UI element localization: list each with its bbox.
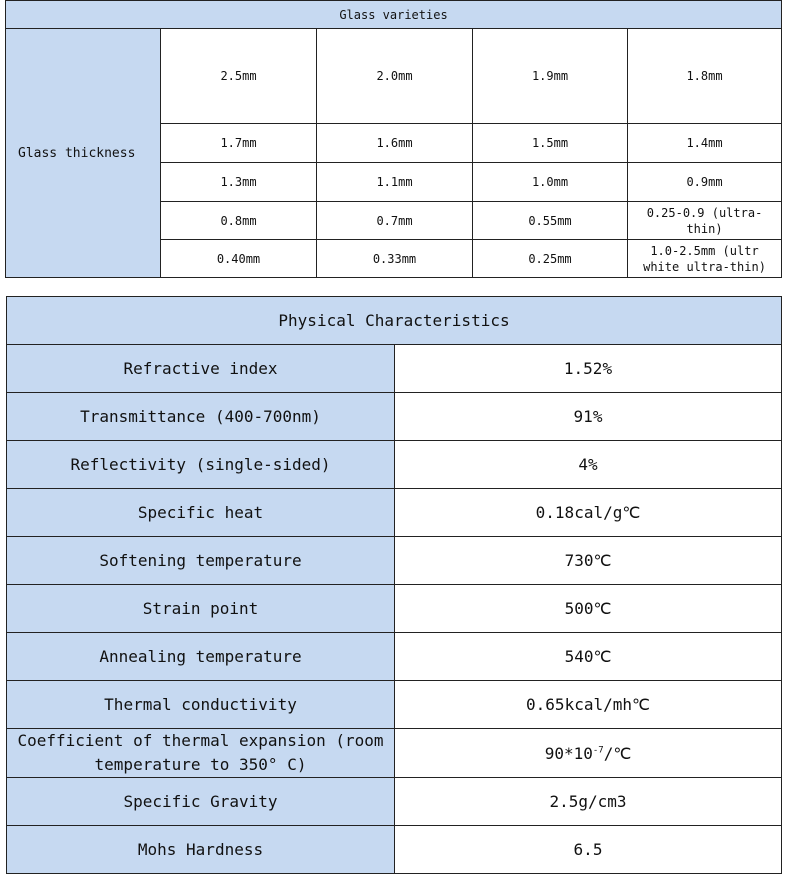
property-value: 540℃ bbox=[395, 633, 782, 681]
property-value bbox=[395, 729, 782, 778]
property-name: Refractive index bbox=[7, 345, 395, 393]
property-name: Annealing temperature bbox=[7, 633, 395, 681]
property-value: 500℃ bbox=[395, 585, 782, 633]
property-name: Softening temperature bbox=[7, 537, 395, 585]
thickness-cell: 0.25-0.9 (ultra-thin) bbox=[628, 202, 782, 240]
value-exponent: -7 bbox=[592, 745, 604, 756]
property-name: Reflectivity (single-sided) bbox=[7, 441, 395, 489]
thickness-cell: 0.25mm bbox=[473, 240, 628, 278]
varieties-header: Glass varieties bbox=[6, 1, 782, 29]
physical-characteristics-table bbox=[6, 296, 782, 874]
thickness-cell: 1.0-2.5mm (ultr white ultra-thin) bbox=[628, 240, 782, 278]
property-value: 0.18cal/g℃ bbox=[395, 489, 782, 537]
thickness-cell: 0.7mm bbox=[317, 202, 473, 240]
thickness-cell: 2.0mm bbox=[317, 29, 473, 124]
property-name: Thermal conductivity bbox=[7, 681, 395, 729]
property-name: Specific heat bbox=[7, 489, 395, 537]
thickness-cell: 1.0mm bbox=[473, 163, 628, 202]
property-value: 6.5 bbox=[395, 826, 782, 874]
thickness-cell: 1.1mm bbox=[317, 163, 473, 202]
thickness-cell: 0.55mm bbox=[473, 202, 628, 240]
property-value: 730℃ bbox=[395, 537, 782, 585]
thickness-cell: 1.9mm bbox=[473, 29, 628, 124]
thickness-cell: 1.3mm bbox=[161, 163, 317, 202]
property-value: 91% bbox=[395, 393, 782, 441]
thickness-cell: 2.5mm bbox=[161, 29, 317, 124]
thickness-cell: 1.5mm bbox=[473, 124, 628, 163]
thickness-cell: 1.7mm bbox=[161, 124, 317, 163]
physical-header: Physical Characteristics bbox=[7, 297, 782, 345]
thickness-label: Glass thickness bbox=[6, 29, 161, 278]
glass-varieties-table bbox=[5, 0, 782, 278]
property-name: Mohs Hardness bbox=[7, 826, 395, 874]
thickness-cell: 0.33mm bbox=[317, 240, 473, 278]
value-unit: /℃ bbox=[603, 743, 632, 763]
value-base: 90*10 bbox=[544, 743, 593, 763]
thickness-cell: 0.8mm bbox=[161, 202, 317, 240]
property-name: Transmittance (400-700nm) bbox=[7, 393, 395, 441]
thickness-cell: 1.8mm bbox=[628, 29, 782, 124]
property-value: 1.52% bbox=[395, 345, 782, 393]
property-name: Specific Gravity bbox=[7, 778, 395, 826]
thickness-cell: 0.9mm bbox=[628, 163, 782, 202]
thickness-cell: 1.4mm bbox=[628, 124, 782, 163]
property-name: Strain point bbox=[7, 585, 395, 633]
thickness-cell: 1.6mm bbox=[317, 124, 473, 163]
property-name: Coefficient of thermal expansion (room temperature to 350° C) bbox=[7, 729, 395, 778]
property-value: 4% bbox=[395, 441, 782, 489]
property-value: 2.5g/cm3 bbox=[395, 778, 782, 826]
thickness-cell: 0.40mm bbox=[161, 240, 317, 278]
property-value: 0.65kcal/mh℃ bbox=[395, 681, 782, 729]
